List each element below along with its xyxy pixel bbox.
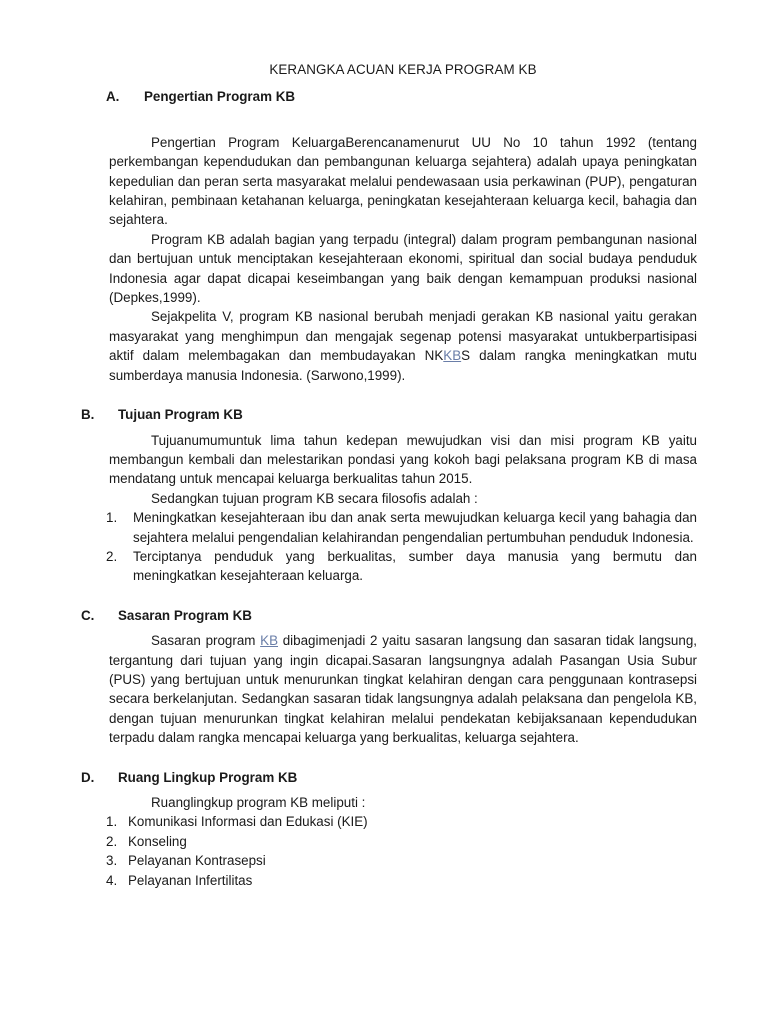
section-a-p3-text-1: Sejakpelita V, program KB nasional berubah menjadi gerakan KB nasional yaitu gerakan masyarakat yang menghimpun dan mengajak segenap potensi masyarakat untukberpartisipasi aktif dalam melembagakan dan membudayakan NK [109,309,697,364]
section-b-paragraph-1: Tujuanumumuntuk lima tahun kedepan mewujudkan visi dan misi program KB yaitu membangun kembali dan melestarikan pondasi yang kokoh bagi pelaksana program KB di masa mendatang untuk mencapai keluarga berkualitas tahun 2015. [109,432,697,487]
section-a-paragraph-1: Pengertian Program KeluargaBerencanamenurut UU No 10 tahun 1992 (tentang perkembangan kependudukan dan pembangunan keluarga sejahtera) adalah upaya peningkatan kepedulian dan peran serta masyarakat melalui pendewasaan usia perkawinan (PUP), pengaturan kelahiran, pembinaan ketahanan keluarga, peningkatan kesejahteraan keluarga kecil, bahagia dan sejahtera. [109,134,697,228]
list-item: 3. Pelayanan Kontrasepsi [106,853,266,869]
section-d-title: Ruang Lingkup Program KB [118,769,298,785]
section-c-p1-text-1: Sasaran program [151,633,261,649]
section-b-list [106,508,697,586]
kb-link[interactable]: KB [260,633,279,649]
section-a-title: Pengertian Program KB [144,89,296,105]
section-a-p3-text-2: S dalam rangka meningkatkan mutu sumberdaya manusia Indonesia. (Sarwono,1999). [109,348,697,383]
section-d-paragraph-1: Ruanglingkup program KB meliputi : [151,795,366,810]
section-d-list [106,812,697,890]
section-a-paragraph-2: Program KB adalah bagian yang terpadu (integral) dalam program pembangunan nasional dan bertujuan untuk menciptakan kesejahteraan ekonomi, spiritual dan social budaya penduduk Indonesia agar dapat dicapai keseimbangan yang baik dengan kemampuan produksi nasional (Depkes,1999). [109,231,697,306]
section-a-letter: A. [106,89,120,105]
list-item: 1. Meningkatkan kesejahteraan ibu dan anak serta mewujudkan keluarga kecil yang bahagia dan sejahtera melalui pengendalian kelahirandan pengendalian pertumbuhan penduduk Indonesia. [106,510,697,545]
section-c-p1-text-2: dibagimenjadi 2 yaitu sasaran langsung dan sasaran tidak langsung, tergantung dari tujuan yang ingin dicapai.Sasaran langsungnya adalah Pasangan Usia Subur (PUS) yang bertujuan untuk menurunkan tingkat kelahiran dengan cara penggunaan kontrasepsi secara berkelanjutan. Sedangkan sasaran tidak langsungnya adalah pelaksana dan pengelola KB, dengan tujuan menurunkan tingkat kelahiran melalui pendekatan kebijaksanaan kependudukan terpadu dalam rangka mencapai keluarga yang berkualitas, keluarga sejahtera. [109,633,697,746]
section-b-title: Tujuan Program KB [118,407,243,423]
section-d-letter: D. [81,769,95,785]
section-a-paragraph-3 [109,307,697,385]
section-c-paragraph-1 [109,631,697,747]
list-item: 1. Komunikasi Informasi dan Edukasi (KIE) [106,814,368,830]
section-b-heading [81,405,697,424]
document-title: KERANGKA ACUAN KERJA PROGRAM KB [269,62,537,77]
section-b-letter: B. [81,407,95,423]
section-a-heading [106,87,697,106]
section-c-heading [81,606,697,625]
list-item: 2. Konseling [106,833,187,849]
section-c-title: Sasaran Program KB [118,607,252,623]
section-c-letter: C. [81,607,95,623]
section-b-paragraph-2: Sedangkan tujuan program KB secara filosofis adalah : [151,490,478,506]
kb-link[interactable]: KB [443,348,462,364]
section-d-heading [81,768,697,787]
list-item: 2. Terciptanya penduduk yang berkualitas, sumber daya manusia yang bermutu dan meningkatkan kesejahteraan keluarga. [106,548,697,584]
list-item: 4. Pelayanan Infertilitas [106,872,253,888]
